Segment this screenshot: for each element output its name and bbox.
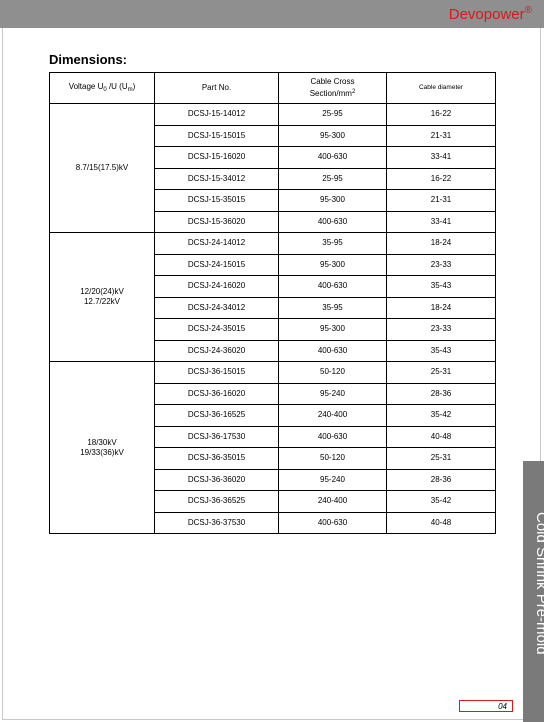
cross-section-cell: 95-240 <box>279 383 387 405</box>
part-no-cell: DCSJ-36-17530 <box>155 426 279 448</box>
header-bar <box>0 0 544 28</box>
cable-diameter-cell: 40-48 <box>387 512 496 534</box>
cross-section-cell: 400-630 <box>279 340 387 362</box>
cross-section-cell: 35-95 <box>279 297 387 319</box>
cross-section-cell: 400-630 <box>279 147 387 169</box>
voltage-line: 12.7/22kV <box>83 297 121 306</box>
cross-section-cell: 400-630 <box>279 512 387 534</box>
cable-diameter-cell: 28-36 <box>387 469 496 491</box>
cable-diameter-cell: 16-22 <box>387 104 496 126</box>
part-no-cell: DCSJ-15-35015 <box>155 190 279 212</box>
dimensions-table <box>49 72 496 534</box>
part-no-cell: DCSJ-36-15015 <box>155 362 279 384</box>
cross-section-cell: 400-630 <box>279 211 387 233</box>
side-tab-label: Cold Shrink Pre-mold <box>533 512 550 655</box>
page-border-bottom <box>2 719 541 720</box>
part-no-cell: DCSJ-36-37530 <box>155 512 279 534</box>
cable-diameter-cell: 23-33 <box>387 254 496 276</box>
voltage-line: 12/20(24)kV <box>80 287 124 296</box>
cable-diameter-cell: 23-33 <box>387 319 496 341</box>
part-no-cell: DCSJ-24-14012 <box>155 233 279 255</box>
header-cross-section: Cable Cross Section/$mm^2$ <box>279 73 387 104</box>
cable-diameter-cell: 35-42 <box>387 491 496 513</box>
brand-name: Devopower <box>448 6 525 23</box>
cable-diameter-cell: 28-36 <box>387 383 496 405</box>
section-title: Dimensions: <box>49 52 128 67</box>
part-no-cell: DCSJ-24-15015 <box>155 254 279 276</box>
part-no-cell: DCSJ-36-35015 <box>155 448 279 470</box>
table-row <box>50 104 496 126</box>
cable-diameter-cell: 33-41 <box>387 147 496 169</box>
cross-section-cell: 95-300 <box>279 125 387 147</box>
cross-section-cell: 95-240 <box>279 469 387 491</box>
part-no-cell: DCSJ-24-34012 <box>155 297 279 319</box>
part-no-cell: DCSJ-36-16525 <box>155 405 279 427</box>
cross-section-cell: 95-300 <box>279 190 387 212</box>
cable-diameter-cell: 35-43 <box>387 340 496 362</box>
header-voltage: Voltage $U_0$ /U $(U_m)$ <box>50 73 155 104</box>
cross-section-cell: 400-630 <box>279 276 387 298</box>
cross-section-cell: 95-300 <box>279 319 387 341</box>
part-no-cell: DCSJ-15-36020 <box>155 211 279 233</box>
header-part-no: Part No. <box>155 73 279 104</box>
part-no-cell: DCSJ-15-14012 <box>155 104 279 126</box>
part-no-cell: DCSJ-15-15015 <box>155 125 279 147</box>
registered-mark: ® <box>524 5 532 16</box>
cable-diameter-cell: 16-22 <box>387 168 496 190</box>
cross-section-cell: 400-630 <box>279 426 387 448</box>
part-no-cell: DCSJ-24-16020 <box>155 276 279 298</box>
table-header-row <box>50 73 496 104</box>
part-no-cell: DCSJ-36-36525 <box>155 491 279 513</box>
part-no-cell: DCSJ-36-36020 <box>155 469 279 491</box>
brand-logo <box>449 5 532 23</box>
voltage-line: 8.7/15(17.5)kV <box>75 163 129 172</box>
voltage-line: 19/33(36)kV <box>80 447 124 457</box>
table-row <box>50 233 496 255</box>
cross-section-cell: 35-95 <box>279 233 387 255</box>
cable-diameter-cell: 25-31 <box>387 362 496 384</box>
page-border-left <box>2 28 3 720</box>
cable-diameter-cell: 25-31 <box>387 448 496 470</box>
cable-diameter-cell: 18-24 <box>387 233 496 255</box>
cable-diameter-cell: 21-31 <box>387 125 496 147</box>
table-body <box>50 104 496 534</box>
cable-diameter-cell: 40-48 <box>387 426 496 448</box>
part-no-cell: DCSJ-15-34012 <box>155 168 279 190</box>
cross-section-cell: 240-400 <box>279 405 387 427</box>
cable-diameter-cell: 35-43 <box>387 276 496 298</box>
part-no-cell: DCSJ-15-16020 <box>155 147 279 169</box>
cross-section-cell: 95-300 <box>279 254 387 276</box>
cross-section-cell: 25-95 <box>279 104 387 126</box>
header-cable-diameter: Cable diameter <box>387 73 496 104</box>
cable-diameter-cell: 33-41 <box>387 211 496 233</box>
cross-section-cell: 50-120 <box>279 362 387 384</box>
cross-section-cell: 50-120 <box>279 448 387 470</box>
cross-section-cell: 25-95 <box>279 168 387 190</box>
cross-section-cell: 240-400 <box>279 491 387 513</box>
voltage-line: 18/30kV <box>87 437 117 447</box>
voltage-cell <box>50 362 155 534</box>
table-row <box>50 362 496 384</box>
voltage-cell <box>50 233 155 362</box>
part-no-cell: DCSJ-24-36020 <box>155 340 279 362</box>
cable-diameter-cell: 18-24 <box>387 297 496 319</box>
cable-diameter-cell: 21-31 <box>387 190 496 212</box>
part-no-cell: DCSJ-24-35015 <box>155 319 279 341</box>
voltage-cell <box>50 104 155 233</box>
cable-diameter-cell: 35-42 <box>387 405 496 427</box>
part-no-cell: DCSJ-36-16020 <box>155 383 279 405</box>
page-number: 04 <box>459 700 513 712</box>
